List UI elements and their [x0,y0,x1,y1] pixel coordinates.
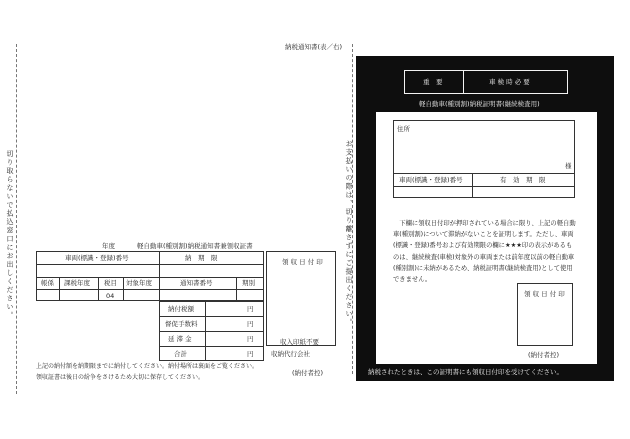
receipt-payer-copy: (納付者控) [292,369,324,377]
target-year-header: 対象年度 [126,279,152,287]
amount-unit-tax: 円 [247,305,254,313]
cert-vehicle-number-header: 車両(標識・登録)番号 [399,176,463,184]
notice-required-at-inspection: 車 検 時 必 要 [489,78,530,86]
amount-label-fee: 督促手数料 [165,320,198,328]
account-header: 帳係 [41,279,54,287]
address-label: 住所 [397,125,410,133]
due-date-header: 納 期 限 [185,254,218,262]
tax-item-code: 04 [106,292,115,300]
amount-label-total: 合計 [174,350,187,358]
tax-item-header: 税目 [104,279,117,287]
revenue-stamp-note: 収入印紙不要 [280,338,319,346]
amount-label-tax: 納付税額 [168,305,194,313]
amount-unit-total: 円 [247,350,254,358]
cert-validity-header: 有 効 期 限 [500,176,546,184]
receipt-footnote-1: 上記の納付額を納期限までに納付してください。納付場所は裏面をご覧ください。 [36,363,259,370]
cert-stamp-label: 領 収 日 付 印 [524,290,565,298]
receipt-year-label: 年度 [102,242,115,250]
page-title: 納税通知書(表／右) [285,43,343,51]
honorific: 様 [565,162,572,170]
receipt-title: 軽自動車(種別割)納税通知書兼領収証書 [137,242,253,250]
left-vertical-note: 切り取らないで払込窓口にお出しください。 [6,150,14,320]
certificate-body-text: 下欄に領収日付印が押印されている場合に限り、上記の軽自動車(種別割)について滞納がないことを証明します。ただし、車両(標識・登録)番号および有効期限の欄に★★★印の表示があるものは、継続検査(車検)対象外の車両または前年度以前の軽自動車(種別割)に未納があるため、納税証明書(継続検査用)として使用できません。 [393,220,576,284]
certificate-title: 軽自動車(種別割)納税証明書(継続検査用) [419,100,540,108]
notice-important: 重 要 [423,78,443,86]
middle-vertical-note: お支払いの際は、切り離さずにご提出ください。 [345,140,353,327]
tax-year-header: 課税年度 [64,279,90,287]
amount-unit-fee: 円 [247,320,254,328]
vehicle-number-header: 車両(標識・登録)番号 [65,254,129,262]
receipt-footnote-2: 領収証書は後日の紛争をさけるため大切に保存してください。 [36,374,205,381]
collection-agency: 収納代行会社 [271,350,310,358]
cert-payer-copy: (納付者控) [528,351,560,359]
notice-number-header: 通知書番号 [180,279,213,287]
amount-unit-late: 円 [247,335,254,343]
certificate-footer-note: 納税されたときは、この証明書にも領収日付印を受けてください。 [368,368,563,376]
period-header: 期別 [242,279,255,287]
receipt-stamp-label: 領 収 日 付 印 [282,258,323,266]
amount-label-late: 延 滞 金 [168,335,192,343]
